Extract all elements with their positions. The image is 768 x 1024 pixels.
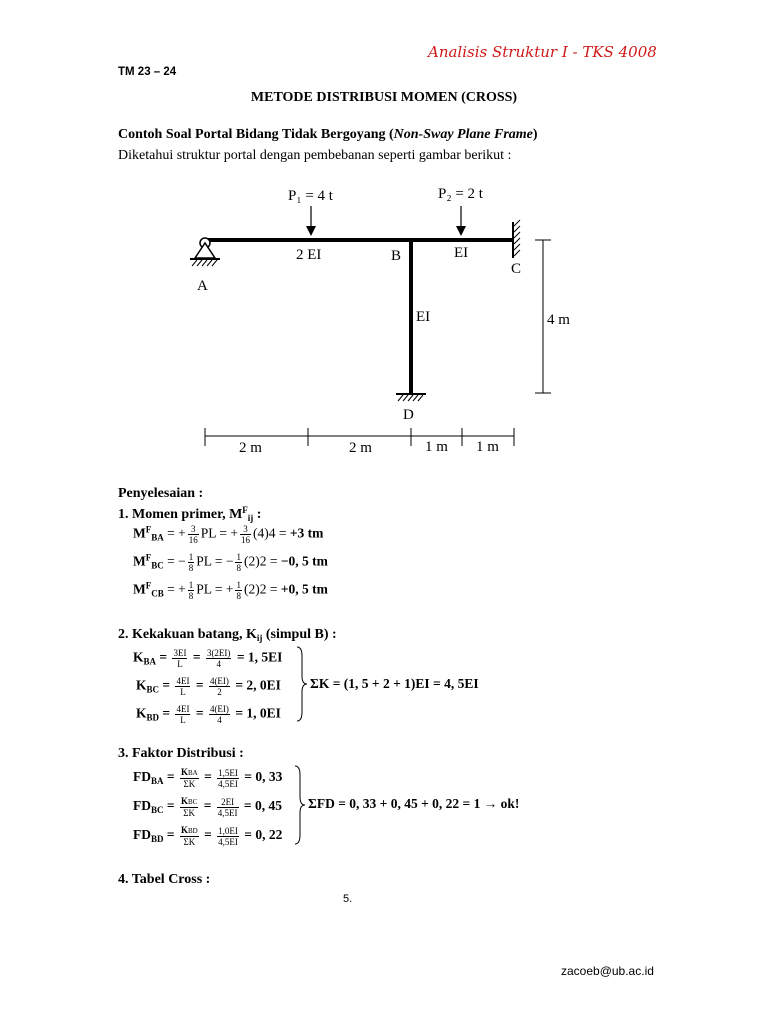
fd-symbol: FD [133,769,151,785]
node-label-a: A [197,278,208,294]
page-title: METODE DISTRIBUSI MOMEN (CROSS) [250,90,518,105]
stiffness-eq-bc: $K_{BC}$ = $\frac{4EI}{L}$ = $\frac{4(EI)}{2}$ = 2, 0EI [136,676,281,697]
fraction-num: 4(EI) [209,676,229,686]
stiffness-eq-ba: $K_{BA}$ = $\frac{3EI}{L}$ = $\frac{3(2EI)}{4}$ = 1, 5EI [133,648,283,669]
course-header: Analisis Struktur I - TKS 4008 [428,43,657,61]
fraction [209,676,230,697]
k-sub: BD [187,827,198,835]
k-symbol: K [180,825,188,835]
fraction [240,524,251,545]
subtitle-prefix: Contoh Soal Portal Bidang Tidak Bergoyang ( [118,127,394,142]
eq-sub: BC [151,560,164,571]
eq-result: 0, 33 [255,769,283,785]
fraction [172,648,187,669]
eq-tail: (2)2 = [243,581,281,597]
fraction [188,552,195,573]
eq-sign: = − [163,553,186,569]
eq-sub: BA [143,656,157,667]
step1-label-sub: ij [247,513,254,523]
eq-result: 2, 0EI [246,677,281,693]
fraction [188,524,199,545]
fraction-den: 8 [236,591,241,601]
subtitle-italic: Non-Sway Plane Frame [393,127,533,142]
eq-sign: = + [163,525,186,541]
distribution-sum: ΣFD = 0, 33 + 0, 45 + 0, 22 = 1 → ok! [308,796,520,811]
fraction-den: L [180,715,186,725]
fraction-den: ΣK [183,808,196,818]
eq-mid: PL = + [200,525,238,541]
step3-heading: 3. Faktor Distribusi : [118,746,244,761]
eq-mid: PL = + [196,581,234,597]
fraction [235,552,242,573]
m-symbol: M [133,525,146,541]
f-sup: F [145,580,152,591]
eq-sub: BA [151,532,164,543]
fraction [175,704,190,725]
eq-result: −0, 5 tm [280,553,328,569]
node-label-d: D [403,407,414,423]
distribution-eq-ba: $FD_{BA}$ = $\frac{\text{KBA}}{\Sigma K}$ = $\frac{1,5EI}{4,5EI}$ = 0, 33 [133,767,283,789]
fraction [180,796,198,818]
eq-tail: (4)4 = [252,525,290,541]
fraction-den: 8 [188,591,194,601]
k-symbol: K [136,705,147,721]
stiffness-label-bc: EI [454,245,469,261]
fraction [217,797,239,818]
eq-sub: BC [151,805,164,816]
fixed-support-d [396,394,426,401]
step4-heading: 4. Tabel Cross : [118,872,211,887]
fraction [206,648,232,669]
eq-result: 0, 45 [254,798,282,814]
fraction-num: 1,0EI [218,825,238,836]
stiffness-eq-bd: $K_{BD}$ = $\frac{4EI}{L}$ = $\frac{4(EI)}{4}$ = 1, 0EI [136,704,281,725]
step1-label-end: : [253,507,262,522]
fraction-num: 2EI [217,797,239,808]
k-symbol: K [180,796,188,806]
node-label-c: C [511,261,522,277]
step2-label: 2. Kekakuan batang, K [118,627,257,642]
fraction-num: 4(EI) [209,704,229,714]
stiffness-sum: ΣK = (1, 5 + 2 + 1)EI = 4, 5EI [310,676,479,691]
fraction-den: 4 [217,715,222,725]
node-label-b: B [391,248,402,264]
load-label-p2: P₂ = 2 t [438,186,483,202]
fraction-num: 1 [188,580,194,590]
fraction [217,826,239,847]
session-label: TM 23 – 24 [118,66,177,78]
fraction-num: 4EI [176,704,190,714]
frame-diagram [0,0,768,470]
moment-eq-bc [133,552,328,573]
fraction [175,676,190,697]
fraction-den: 16 [188,535,198,545]
fraction [180,767,199,789]
moment-eq-cb [133,580,328,601]
eq-sub: CB [151,588,164,599]
fd-symbol: FD [133,798,151,814]
fd-symbol: FD [133,827,151,843]
eq-sub: BA [151,776,164,787]
fraction-den: 16 [240,535,250,545]
stiffness-label-bd: EI [416,309,431,325]
span-label-1: 2 m [239,440,262,456]
pin-support-a [190,238,220,266]
fraction-num [180,796,198,808]
m-symbol: M [133,553,146,569]
fraction-den: L [180,687,186,697]
eq-tail: (2)2 = [243,553,281,569]
fraction-num: 3EI [173,648,187,658]
fraction-den: 8 [236,563,241,573]
subtitle-suffix: ) [532,127,538,142]
eq-sub: BD [146,712,160,723]
fraction-den: 8 [188,563,194,573]
fraction-den: 4 [216,659,221,669]
fraction-num: 1 [188,552,194,562]
fraction-num: 3 [240,524,251,535]
intro-text: Diketahui struktur portal dengan pembebanan seperti gambar berikut : [118,148,512,163]
f-sup: F [145,524,152,535]
fraction-num: 3(2EI) [206,648,231,658]
fraction-den: ΣK [183,837,196,847]
fraction [188,580,195,601]
fraction-num: 1 [236,580,241,590]
load-label-p1: P₁ = 4 t [288,188,333,204]
height-dimension-label: 4 m [547,312,570,328]
eq-result: +3 tm [289,525,324,541]
eq-result: 0, 22 [255,827,283,843]
page-number: 5. [343,893,353,905]
fraction-num: 4EI [176,676,190,686]
span-label-4: 1 m [476,439,499,455]
fraction-num [180,825,199,837]
moment-eq-ba [133,524,323,545]
fraction [235,580,242,601]
fraction-num: 1,5EI [218,767,238,778]
stiffness-label-ab: 2 EI [296,247,322,263]
eq-result: 1, 5EI [247,649,283,665]
load-arrow-p1 [306,206,316,236]
step2-heading [118,627,337,643]
m-symbol: M [133,581,146,597]
solution-heading: Penyelesaian : [118,486,204,501]
distribution-eq-bc: $FD_{BC}$ = $\frac{\text{KBC}}{\Sigma K}$ = $\frac{2EI}{4,5EI}$ = 0, 45 [133,796,282,818]
fraction-den: 4,5EI [217,807,238,818]
eq-result: +0, 5 tm [280,581,328,597]
footer-email: zacoeb@ub.ac.id [561,964,654,978]
span-label-3: 1 m [425,439,448,455]
fraction [217,768,239,789]
f-sup: F [145,552,152,563]
fraction-den: L [177,659,183,669]
fraction-den: 4,5EI [218,778,238,789]
fixed-support-c [513,220,520,258]
step1-label-sup: F [242,505,248,515]
fraction-num [180,767,199,779]
eq-mid: PL = − [196,553,234,569]
distribution-brace [294,765,306,845]
step1-label: 1. Momen primer, M [118,507,243,522]
fraction-den: 4,5EI [218,836,238,847]
eq-result: 1, 0EI [246,705,281,721]
eq-sign: = + [163,581,186,597]
step2-label-sub: ij [256,633,263,643]
distribution-eq-bd: $FD_{BD}$ = $\frac{\text{KBD}}{\Sigma K}$ = $\frac{1,0EI}{4,5EI}$ = 0, 22 [133,825,283,847]
k-symbol: K [136,677,147,693]
fraction [180,825,199,847]
eq-sub: BD [151,834,164,845]
span-label-2: 2 m [349,440,372,456]
fraction-den: ΣK [183,779,196,789]
stiffness-brace [296,646,308,722]
k-sub: BA [187,769,198,777]
fraction [209,704,230,725]
k-sub: BC [187,798,198,806]
k-symbol: K [133,649,144,665]
step2-label-end: (simpul B) : [262,627,337,642]
fraction-den: 2 [217,687,222,697]
k-symbol: K [180,767,188,777]
load-arrow-p2 [456,206,466,236]
step1-heading [118,505,261,523]
fraction-num: 1 [236,552,241,562]
eq-sub: BC [146,684,160,695]
fraction-num: 3 [188,524,199,535]
